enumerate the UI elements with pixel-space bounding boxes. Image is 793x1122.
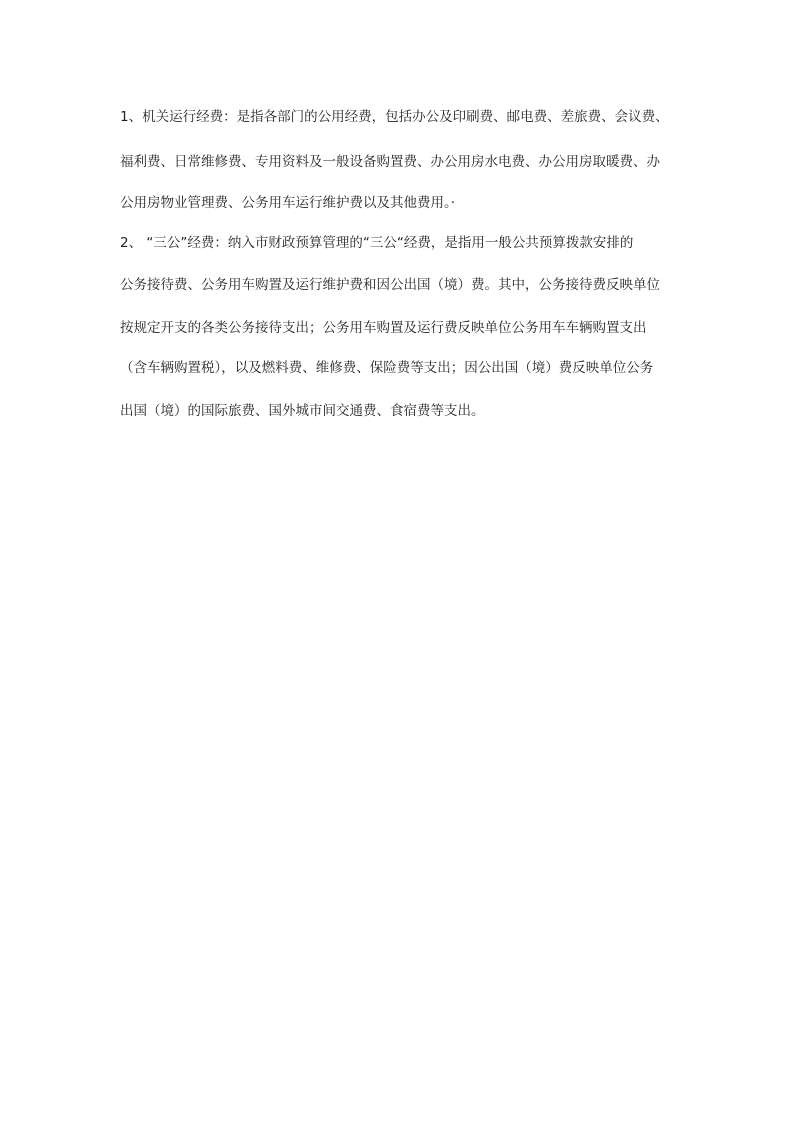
paragraph-1-line-3: 公用房物业管理费、公务用车运行维护费以及其他费用。· [120, 195, 456, 211]
paragraph-2-line-5: 出国（境）的国际旅费、国外城市间交通费、食宿费等支出。 [120, 403, 485, 419]
paragraph-2-line-3: 按规定开支的各类公务接待支出；公务用车购置及运行费反映单位公务用车车辆购置支出 [120, 320, 647, 336]
paragraph-1-line-2: 福利费、日常维修费、专用资料及一般设备购置费、办公用房水电费、办公用房取暖费、办 [120, 154, 660, 170]
paragraph-2-line-4: （含车辆购置税），以及燃料费、维修费、保险费等支出；因公出国（境）费反映单位公务 [120, 360, 654, 376]
paragraph-2-line-1: 2、 “三公”经费：纳入市财政预算管理的“三公“经费，是指用一般公共预算拨款安排的 [120, 235, 634, 251]
paragraph-1-line-1: 1、机关运行经费：是指各部门的公用经费，包括办公及印刷费、邮电费、差旅费、会议费、 [120, 109, 669, 125]
paragraph-2-line-2: 公务接待费、公务用车购置及运行维护费和因公出国（境）费。其中，公务接待费反映单位 [120, 277, 660, 293]
